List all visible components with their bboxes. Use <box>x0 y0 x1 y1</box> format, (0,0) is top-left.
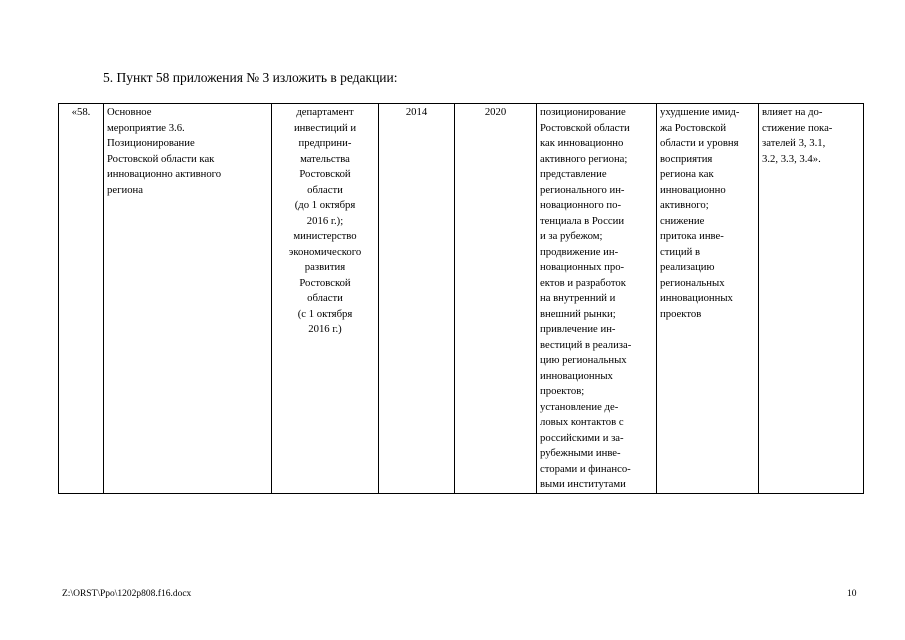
text-line: сторами и финансо- <box>540 462 631 475</box>
text-line: экономического <box>288 245 362 258</box>
event-text <box>107 105 268 198</box>
text-line: выми институтами <box>540 478 626 490</box>
text-line: позиционирование <box>540 106 626 118</box>
text-line: развития <box>304 261 346 273</box>
text-line: ухудшение имид- <box>660 106 740 118</box>
text-line: области <box>307 183 343 196</box>
start-year: 2014 <box>405 106 428 118</box>
text-line: региональных <box>660 276 725 289</box>
text-line: и за рубежом; <box>540 230 603 242</box>
text-line: восприятия <box>660 152 713 165</box>
text-line: на внутренний и <box>540 292 616 304</box>
start-year-cell <box>379 104 455 494</box>
text-line: проектов; <box>540 385 585 397</box>
text-line: новационных про- <box>540 261 625 273</box>
text-line: ловых контактов с <box>540 416 624 428</box>
text-line: региона как <box>660 168 714 180</box>
text-line: Ростовской области как <box>107 152 215 165</box>
text-line: (с 1 октября <box>297 307 353 320</box>
text-line: инновационно <box>660 183 726 196</box>
indicators-cell <box>759 104 864 494</box>
text-line: Позиционирование <box>107 137 195 149</box>
text-line: внешний рынки; <box>540 307 616 320</box>
row-number-cell <box>59 104 104 494</box>
text-line: новационного по- <box>540 199 622 211</box>
text-line: продвижение ин- <box>540 245 619 258</box>
text-line: мательства <box>300 152 350 165</box>
text-line: активного; <box>660 199 709 211</box>
text-line: реализацию <box>660 261 715 273</box>
text-line: тенциала в России <box>540 214 625 227</box>
text-line: притока инве- <box>660 230 724 242</box>
end-year: 2020 <box>484 106 507 118</box>
text-line: 3.2, 3.3, 3.4». <box>762 152 821 165</box>
text-line: установление де- <box>540 400 619 413</box>
table-row <box>59 104 864 494</box>
text-line: (до 1 октября <box>294 199 356 211</box>
text-line: инновационных <box>540 369 613 382</box>
event-cell <box>104 104 272 494</box>
text-line: привлечение ин- <box>540 323 616 335</box>
text-line: вестиций в реализа- <box>540 338 632 351</box>
footer-file-path: Z:\ORST\Ppo\1202p808.f16.docx <box>62 589 192 599</box>
text-line: регионального ин- <box>540 183 625 196</box>
row-number: «58. <box>71 106 91 118</box>
text-line: проектов <box>660 307 702 320</box>
text-line: инновационных <box>660 292 733 304</box>
text-line: мероприятие 3.6. <box>107 121 185 134</box>
executor-cell <box>272 104 379 494</box>
program-table <box>58 103 864 494</box>
indicators-text <box>762 105 860 167</box>
end-year-cell <box>455 104 537 494</box>
text-line: снижение <box>660 214 705 227</box>
consequences-text <box>660 105 755 322</box>
text-line: Ростовской <box>299 168 351 180</box>
executor-text <box>275 105 375 338</box>
text-line: министерство <box>293 230 357 242</box>
expected-result-text <box>540 105 653 493</box>
text-line: зателей 3, 3.1, <box>762 137 826 149</box>
text-line: цию региональных <box>540 354 627 366</box>
text-line: ектов и разработок <box>540 276 626 289</box>
text-line: инвестиций и <box>293 121 357 134</box>
expected-result-cell <box>537 104 657 494</box>
text-line: как инновационно <box>540 137 624 149</box>
text-line: влияет на до- <box>762 106 823 118</box>
text-line: предприни- <box>298 137 352 149</box>
text-line: Основное <box>107 106 152 118</box>
text-line: инновационно активного <box>107 168 222 180</box>
text-line: области <box>307 292 343 304</box>
amendment-heading: 5. Пункт 58 приложения № 3 изложить в редакции: <box>103 70 398 85</box>
text-line: стижение пока- <box>762 121 833 134</box>
consequences-cell <box>657 104 759 494</box>
text-line: региона <box>107 183 143 196</box>
text-line: Ростовской <box>299 276 351 289</box>
text-line: жа Ростовской <box>660 121 727 134</box>
text-line: 2016 г.) <box>308 323 342 335</box>
text-line: области и уровня <box>660 137 739 149</box>
text-line: активного региона; <box>540 152 628 165</box>
text-line: стиций в <box>660 245 701 258</box>
text-line: рубежными инве- <box>540 447 621 459</box>
page-number: 10 <box>847 589 857 599</box>
text-line: российскими и за- <box>540 431 624 444</box>
text-line: 2016 г.); <box>306 214 344 227</box>
text-line: Ростовской области <box>540 121 630 134</box>
text-line: представление <box>540 168 607 180</box>
text-line: департамент <box>296 106 354 118</box>
